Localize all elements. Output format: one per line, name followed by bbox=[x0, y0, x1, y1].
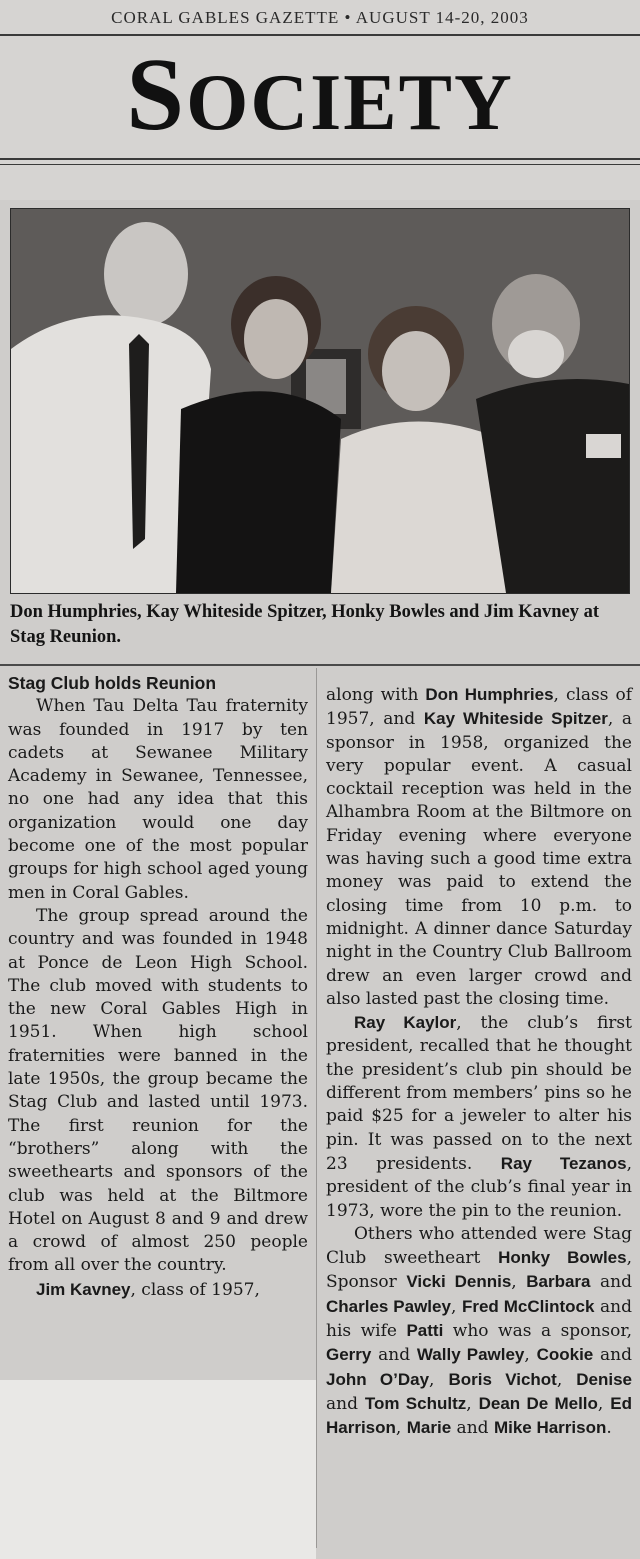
person-name: Charles Pawley bbox=[326, 1296, 451, 1316]
person-name: John O’Day bbox=[326, 1369, 430, 1389]
paragraph-5: Others who attended were Stag Club sweetheart Honky Bowles, Sponsor Vicki Dennis, Barbara and Charles Pawley, Fred McClintock and his wife Patti who was a sponsor, Gerry and Wally Pawley, Cookie and John O’Day, Boris Vichot, Denise and Tom Schultz, Dean De Mello, Ed Harrison, Marie and Mike Harrison. bbox=[326, 1223, 633, 1439]
masthead bbox=[0, 0, 640, 200]
photo-caption: Don Humphries, Kay Whiteside Spitzer, Honky Bowles and Jim Kavney at Stag Reunion. bbox=[10, 602, 599, 647]
section-title: SOCIETY bbox=[126, 37, 514, 152]
person-name: Mike Harrison bbox=[493, 1418, 607, 1438]
person-name: Ray Tezanos bbox=[500, 1153, 627, 1173]
person-name: Kay Whiteside Spitzer bbox=[423, 709, 608, 729]
top-rule bbox=[0, 34, 640, 36]
paragraph-2: The group spread around the country and was founded in 1948 at Ponce de Leon High School. The club moved with students to the new Coral Gables High in 1951. When high school fraternities were banned in the late 1950s, the group became the Stag Club and lasted until 1973. The first reunion for the “brothers” along with the sweethearts and sponsors of the club was held at the Biltmore Hotel on August 8 and 9 and drew a crowd of almost 250 people from all over the country. bbox=[8, 905, 308, 1276]
person-name: Cookie bbox=[536, 1345, 594, 1365]
person-name: Wally Pawley bbox=[416, 1345, 525, 1365]
person-name: Honky Bowles bbox=[498, 1248, 627, 1268]
blank-margin bbox=[0, 1380, 316, 1559]
article-left-column bbox=[8, 672, 308, 1302]
reunion-photo bbox=[10, 208, 630, 594]
title-rule-lower bbox=[0, 164, 640, 165]
person-name: Jim Kavney bbox=[36, 1279, 131, 1299]
person-name: Don Humphries bbox=[425, 685, 554, 704]
person-name: Tom Schultz bbox=[364, 1393, 467, 1413]
article-headline: Stag Club holds Reunion bbox=[8, 673, 217, 693]
person-name: Ray Kaylor bbox=[354, 1013, 457, 1033]
person-name: Marie bbox=[406, 1418, 452, 1438]
person-name: Barbara bbox=[526, 1272, 591, 1292]
dateline: CORAL GABLES GAZETTE • AUGUST 14-20, 2003 bbox=[111, 8, 529, 27]
column-divider bbox=[316, 668, 317, 1548]
paragraph-4: Ray Kaylor, the club’s first president, recalled that he thought the president’s club pin should be different from members’ pins so he paid $25 for a jeweler to alter his pin. It was passed on to the next 23 presidents. Ray Tezanos, president of the club’s final year in 1973, wore the pin to the reunion. bbox=[326, 1013, 632, 1221]
paragraph-1: When Tau Delta Tau fraternity was founded in 1917 by ten cadets at Sewanee Military Academy in Sewanee, Tennessee, no one had any idea that this organization would one day become one of the most popular groups for high school aged young men in Coral Gables. bbox=[8, 696, 308, 903]
title-rule-upper bbox=[0, 158, 640, 160]
person-name: Fred McClintock bbox=[461, 1296, 595, 1316]
paragraph-3-cont: along with Don Humphries, class of 1957, and Kay Whiteside Spitzer, a sponsor in 1958, organized the very popular event. A casual cocktail reception was held in the Alhambra Room at the Biltmore on Friday evening where everyone was having such a good time extra money was paid to extend the closing time from 10 p.m. to midnight. A dinner dance Saturday night in the Country Club Ballroom drew an even larger crowd and also lasted past the closing time. bbox=[326, 685, 633, 1009]
person-name: Gerry bbox=[326, 1345, 372, 1365]
person-name: Patti bbox=[406, 1321, 444, 1341]
person-name: Vicki Dennis bbox=[406, 1272, 512, 1292]
person-name: Ed Harrison bbox=[326, 1393, 633, 1438]
person-name: Denise bbox=[576, 1369, 632, 1389]
person-name: Boris Vichot bbox=[448, 1369, 557, 1389]
paragraph-3-start: Jim Kavney, class of 1957, bbox=[36, 1279, 260, 1300]
person-name: Dean De Mello bbox=[478, 1393, 598, 1413]
group-photo-illustration bbox=[11, 209, 629, 593]
article-right-column bbox=[326, 683, 632, 1441]
caption-rule bbox=[0, 664, 640, 666]
